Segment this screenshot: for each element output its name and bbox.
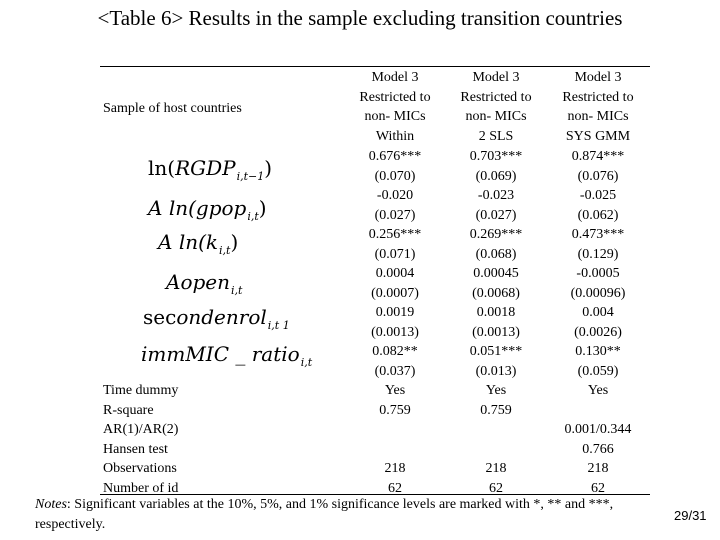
column-header-3 (543, 68, 653, 146)
header-line: Model 3 (574, 70, 622, 85)
var-name: ln(k (178, 230, 219, 254)
cell: 0.001/0.344 (564, 422, 632, 437)
var-close: ) (258, 196, 267, 220)
var-ln-gpop (148, 196, 267, 229)
cell: -0.020 (376, 188, 414, 203)
header-line: Restricted to (460, 89, 532, 105)
var-name: immMIC _ ratio (141, 342, 300, 366)
cell: 218 (587, 461, 609, 476)
cell: 0.759 (480, 402, 512, 418)
var-sub: i,t 1 (267, 319, 290, 332)
cell: (0.069) (475, 168, 517, 184)
cell: 62 (388, 480, 402, 496)
notes-text-continued: respectively. (35, 517, 106, 532)
var-name: Aopen (166, 270, 231, 294)
var-name: ln(gpop (168, 196, 247, 220)
var-sub: i,t (247, 210, 259, 223)
cell (543, 401, 653, 421)
cell: (0.0013) (472, 324, 520, 340)
cell: (0.0013) (371, 324, 419, 340)
cell: 0.874*** (571, 149, 625, 164)
var-close: ) (264, 156, 273, 180)
cell: Yes (485, 383, 507, 398)
cell: Yes (384, 383, 406, 398)
row-labels (103, 381, 178, 498)
cell: 0.703*** (469, 149, 523, 164)
var-fn: A (158, 230, 173, 254)
notes-label: Notes (35, 497, 67, 512)
cell: (0.070) (374, 168, 416, 184)
cell: (0.037) (374, 363, 416, 379)
column-values-2 (441, 147, 551, 498)
var-fn: ln( (148, 156, 176, 180)
cell: 0.676*** (368, 149, 422, 164)
cell: 0.051*** (469, 344, 523, 359)
var-sub: i,t−1 (236, 170, 265, 183)
table-top-rule (100, 66, 650, 67)
cell: 0.0019 (375, 305, 415, 320)
cell: 0.004 (582, 305, 614, 320)
column-header-2 (441, 68, 551, 146)
cell: -0.025 (579, 188, 617, 203)
column-header-1 (340, 68, 450, 146)
cell: 218 (485, 461, 507, 476)
cell: 0.269*** (469, 227, 523, 242)
var-ln-k (158, 230, 238, 263)
var-fn: A (148, 196, 163, 220)
cell: 0.082** (372, 344, 418, 359)
cell: Yes (587, 383, 609, 398)
cell: 0.00045 (473, 266, 519, 281)
column-values-3 (543, 147, 653, 498)
var-immmic-ratio (141, 342, 312, 375)
column-values-1 (340, 147, 450, 498)
header-line: Model 3 (371, 70, 419, 85)
cell: (0.013) (475, 363, 517, 379)
cell: 0.130** (575, 344, 621, 359)
header-line: Within (375, 128, 415, 144)
header-line: Restricted to (359, 89, 431, 105)
cell: (0.0068) (472, 285, 520, 301)
cell: 0.0004 (375, 266, 415, 281)
row-label-r-square: R-square (103, 402, 154, 418)
row-label-hansen: Hansen test (103, 441, 168, 457)
cell: (0.00096) (570, 285, 626, 301)
var-fn: sec (143, 305, 177, 329)
cell: (0.027) (475, 207, 517, 223)
var-secondenrol (143, 305, 290, 338)
header-line: 2 SLS (478, 128, 514, 144)
cell (441, 440, 551, 460)
table-title: <Table 6> Results in the sample excluding transition countries (97, 6, 623, 30)
var-close: ) (230, 230, 239, 254)
cell: (0.059) (577, 363, 619, 379)
cell: (0.129) (577, 246, 619, 262)
sample-label: Sample of host countries (103, 101, 242, 116)
header-line: non- MICs (465, 109, 527, 124)
header-line: non- MICs (567, 109, 629, 124)
row-label-observations: Observations (103, 461, 177, 476)
cell: 62 (489, 480, 503, 496)
var-aopen (166, 270, 242, 303)
cell: (0.068) (475, 246, 517, 262)
page-number: 29/31 (674, 508, 707, 523)
cell: 0.473*** (571, 227, 625, 242)
cell: -0.0005 (576, 266, 620, 281)
cell: 62 (591, 480, 605, 496)
table-notes (35, 495, 685, 535)
cell: 0.0018 (476, 305, 516, 320)
var-ln-rgdp (148, 156, 272, 189)
notes-line-1 (35, 495, 685, 515)
cell: 0.759 (379, 402, 411, 418)
cell: 218 (384, 461, 406, 476)
var-sub: i,t (300, 356, 313, 369)
header-line: Model 3 (472, 70, 520, 85)
header-line: Restricted to (562, 89, 634, 105)
cell: (0.071) (374, 246, 416, 262)
var-sub: i,t (219, 244, 231, 257)
cell (340, 440, 450, 460)
cell: -0.023 (477, 188, 515, 203)
notes-text: : Significant variables at the 10%, 5%, and 1% significance levels are marked with *, ** and ***, (66, 497, 614, 512)
cell: (0.0026) (574, 324, 622, 340)
cell: 0.766 (582, 441, 614, 457)
cell: (0.062) (577, 207, 619, 223)
cell: (0.027) (374, 207, 416, 223)
var-name: RGDP (175, 156, 236, 180)
cell: 0.256*** (368, 227, 422, 242)
cell (340, 420, 450, 440)
var-name: ondenrol (176, 305, 267, 329)
row-label-time-dummy: Time dummy (103, 383, 179, 398)
cell (441, 420, 551, 440)
row-label-number-of-id: Number of id (103, 480, 179, 496)
var-sub: i,t (231, 284, 243, 297)
cell: (0.0007) (371, 285, 419, 301)
cell: (0.076) (577, 168, 619, 184)
header-line: SYS GMM (565, 128, 631, 144)
row-label-ar: AR(1)/AR(2) (103, 422, 179, 437)
header-line: non- MICs (364, 109, 426, 124)
